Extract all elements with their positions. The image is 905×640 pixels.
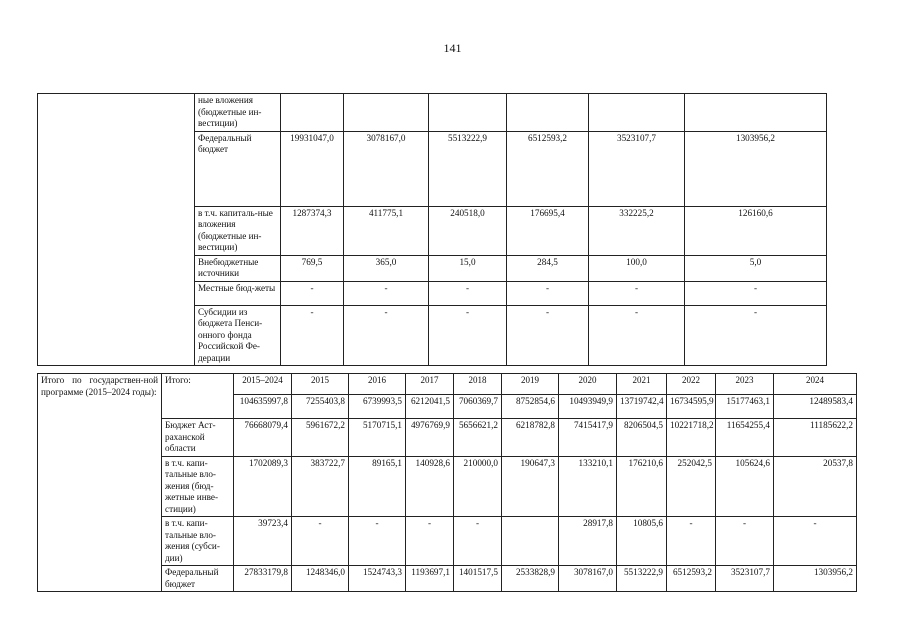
cell: - [589,281,685,305]
row-label: Федеральный бюджет [195,131,281,206]
cell: 105624,6 [716,456,774,517]
cell: 7255403,8 [292,395,349,419]
cell: 133210,1 [559,456,617,517]
cell: 240518,0 [429,206,507,255]
year-header: 2021 [617,374,667,395]
row-label: в т.ч. капи-тальные вло-жения (бюд-жетные инве-стиции) [162,456,234,517]
cell: 100,0 [589,255,685,281]
cell: 39723,4 [234,517,292,566]
cell: - [685,281,827,305]
cell: 769,5 [281,255,344,281]
cell: 5656621,2 [454,419,502,457]
cell: 10221718,2 [667,419,716,457]
program-label: Итого по государствен-ной программе (2015–2024 годы): [38,374,162,592]
cell: 411775,1 [344,206,429,255]
cell: - [292,517,349,566]
cell: 6512593,2 [667,566,716,592]
cell: - [349,517,406,566]
cell: 5170715,1 [349,419,406,457]
cell: 11654255,4 [716,419,774,457]
cell: 6512593,2 [507,131,589,206]
year-header: 2022 [667,374,716,395]
itogo-label: Итого: [162,374,234,419]
cell: - [774,517,857,566]
cell [685,94,827,132]
cell: 10805,6 [617,517,667,566]
cell: - [507,281,589,305]
page-number: 141 [443,41,462,55]
row-label: в т.ч. капиталь-ные вложения (бюджетные ин-вестиции) [195,206,281,255]
cell: 284,5 [507,255,589,281]
row-label: ные вложения (бюджетные ин-вестиции) [195,94,281,132]
cell: 6212041,5 [406,395,454,419]
table-header-row [38,374,857,395]
cell: 3523107,7 [589,131,685,206]
cell: 383722,7 [292,456,349,517]
cell: - [685,305,827,366]
cell: 28917,8 [559,517,617,566]
cell: - [281,305,344,366]
cell: 11185622,2 [774,419,857,457]
cell: 10493949,9 [559,395,617,419]
row-label: в т.ч. капи-тальные вло-жения (субси-дии) [162,517,234,566]
cell: 3078167,0 [559,566,617,592]
cell: 332225,2 [589,206,685,255]
cell: 16734595,9 [667,395,716,419]
cell: 104635997,8 [234,395,292,419]
cell: 1193697,1 [406,566,454,592]
cell: - [454,517,502,566]
cell: 1401517,5 [454,566,502,592]
cell: 5513222,9 [617,566,667,592]
cell: 2533828,9 [502,566,559,592]
cell [344,94,429,132]
cell: 126160,6 [685,206,827,255]
cell: - [406,517,454,566]
cell [507,94,589,132]
year-header: 2015–2024 [234,374,292,395]
cell: - [281,281,344,305]
cell: - [589,305,685,366]
funding-table-continuation [37,93,827,366]
year-header: 2016 [349,374,406,395]
cell: 3078167,0 [344,131,429,206]
year-header: 2023 [716,374,774,395]
year-header: 2017 [406,374,454,395]
cell: 5,0 [685,255,827,281]
cell [429,94,507,132]
cell: 15,0 [429,255,507,281]
cell: 20537,8 [774,456,857,517]
cell: 8752854,6 [502,395,559,419]
cell: 12489583,4 [774,395,857,419]
cell: - [716,517,774,566]
cell: - [667,517,716,566]
cell: 176695,4 [507,206,589,255]
row-label: Бюджет Аст-раханской области [162,419,234,457]
row-label: Внебюджетные источники [195,255,281,281]
cell: - [429,305,507,366]
cell: 1303956,2 [685,131,827,206]
cell: - [429,281,507,305]
cell: 140928,6 [406,456,454,517]
empty-cell [38,94,195,366]
cell [502,517,559,566]
cell: 19931047,0 [281,131,344,206]
cell: - [344,305,429,366]
program-totals-table [37,373,857,592]
cell: 3523107,7 [716,566,774,592]
cell: - [507,305,589,366]
cell: 365,0 [344,255,429,281]
row-label: Местные бюд-жеты [195,281,281,305]
cell: 4976769,9 [406,419,454,457]
cell: 1287374,3 [281,206,344,255]
cell: - [344,281,429,305]
cell [589,94,685,132]
row-label: Субсидии из бюджета Пенси-онного фонда Российской Фе-дерации [195,305,281,366]
cell: 8206504,5 [617,419,667,457]
cell: 27833179,8 [234,566,292,592]
cell: 7060369,7 [454,395,502,419]
cell: 5513222,9 [429,131,507,206]
cell: 176210,6 [617,456,667,517]
cell: 6218782,8 [502,419,559,457]
year-header: 2024 [774,374,857,395]
year-header: 2015 [292,374,349,395]
year-header: 2020 [559,374,617,395]
cell: 7415417,9 [559,419,617,457]
cell: 190647,3 [502,456,559,517]
cell: 89165,1 [349,456,406,517]
cell: 13719742,4 [617,395,667,419]
cell: 5961672,2 [292,419,349,457]
cell: 15177463,1 [716,395,774,419]
cell: 1248346,0 [292,566,349,592]
year-header: 2019 [502,374,559,395]
table-row [38,94,827,132]
cell: 210000,0 [454,456,502,517]
cell: 1303956,2 [774,566,857,592]
row-label: Федеральный бюджет [162,566,234,592]
cell [281,94,344,132]
cell: 1524743,3 [349,566,406,592]
cell: 76668079,4 [234,419,292,457]
cell: 252042,5 [667,456,716,517]
cell: 1702089,3 [234,456,292,517]
year-header: 2018 [454,374,502,395]
cell: 6739993,5 [349,395,406,419]
